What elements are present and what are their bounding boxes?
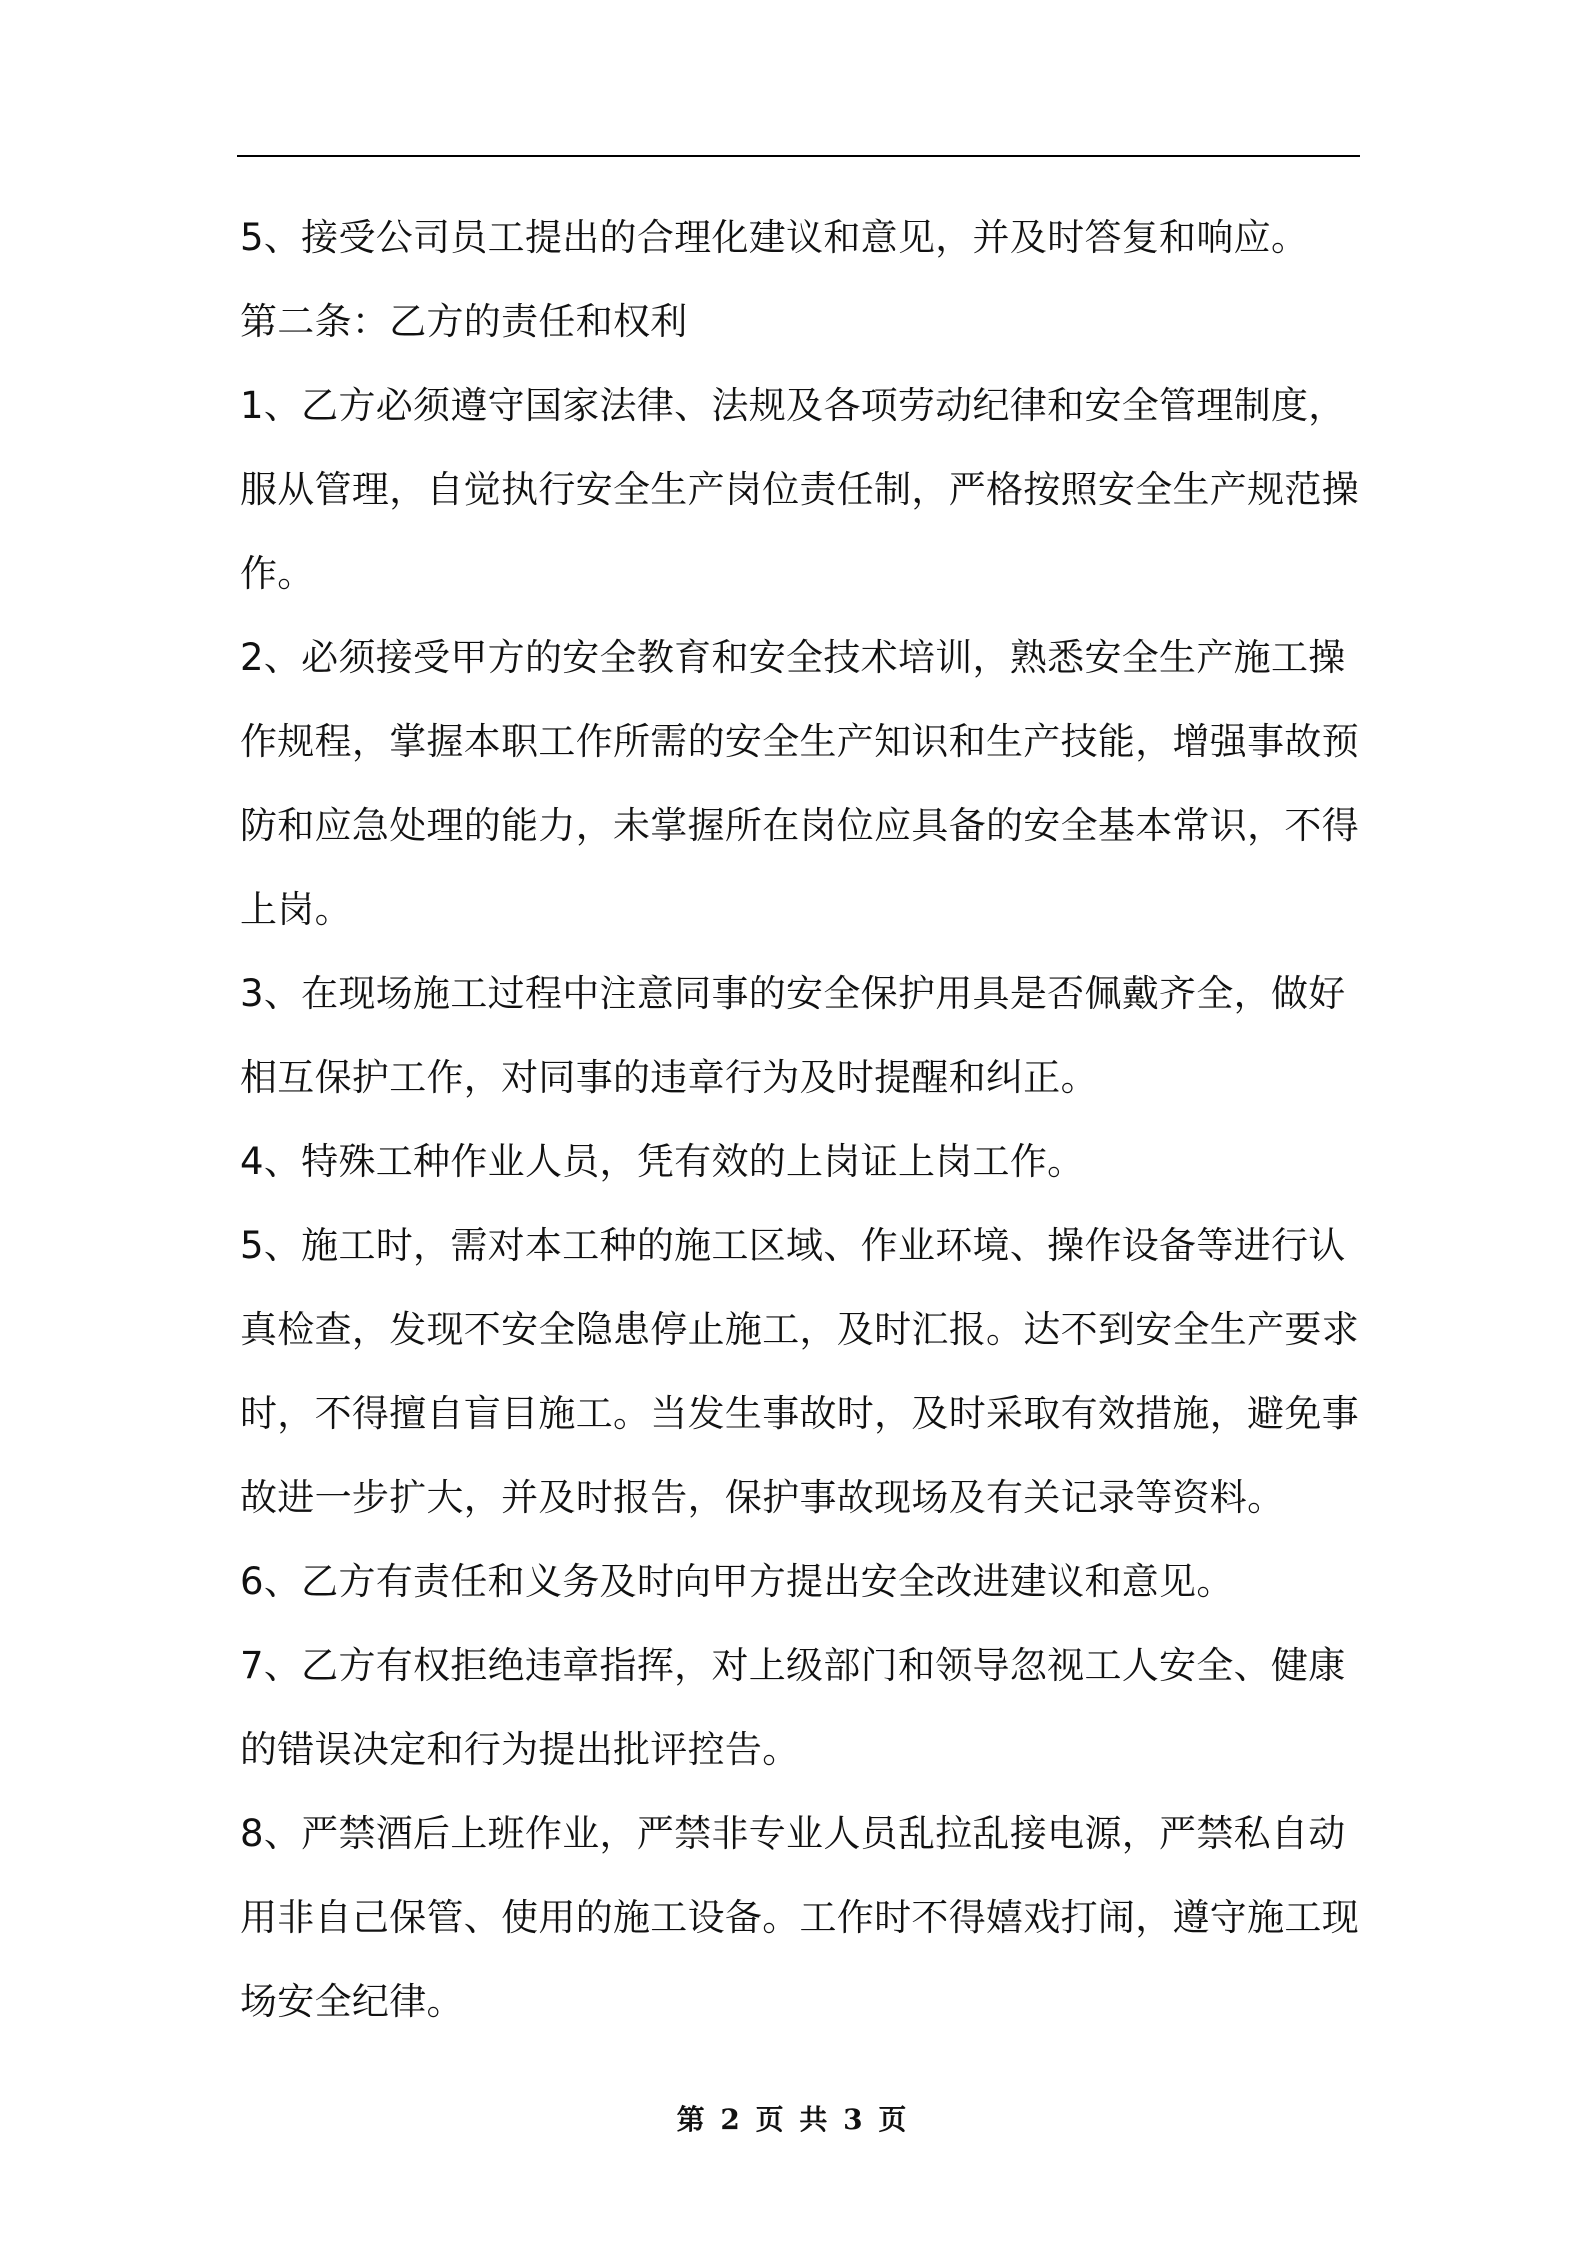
section-heading-article-2: 第二条：乙方的责任和权利 xyxy=(240,300,688,343)
paragraph-item-5-response: 5、接受公司员工提出的合理化建议和意见，并及时答复和响应。 xyxy=(240,216,1309,259)
header-rule xyxy=(237,155,1360,157)
page-number-footer: 第 2 页 共 3 页 xyxy=(676,2103,910,2136)
paragraph-item-7: 7、乙方有权拒绝违章指挥，对上级部门和领导忽视工人安全、健康的错误决定和行为提出批评控告。 xyxy=(240,1644,1346,1771)
paragraph-item-6: 6、乙方有责任和义务及时向甲方提出安全改进建议和意见。 xyxy=(240,1560,1234,1603)
paragraph-item-3: 3、在现场施工过程中注意同事的安全保护用具是否佩戴齐全，做好相互保护工作，对同事的违章行为及时提醒和纠正。 xyxy=(240,972,1346,1099)
paragraph-item-2: 2、必须接受甲方的安全教育和安全技术培训，熟悉安全生产施工操作规程，掌握本职工作所需的安全生产知识和生产技能，增强事故预防和应急处理的能力，未掌握所在岗位应具备的安全基本常识，不得上岗。 xyxy=(240,636,1359,931)
paragraph-item-4: 4、特殊工种作业人员，凭有效的上岗证上岗工作。 xyxy=(240,1140,1085,1183)
document-body xyxy=(240,196,1362,2044)
paragraph-item-8: 8、严禁酒后上班作业，严禁非专业人员乱拉乱接电源，严禁私自动用非自己保管、使用的施工设备。工作时不得嬉戏打闹，遵守施工现场安全纪律。 xyxy=(240,1812,1359,2023)
paragraph-item-5: 5、施工时，需对本工种的施工区域、作业环境、操作设备等进行认真检查，发现不安全隐患停止施工，及时汇报。达不到安全生产要求时，不得擅自盲目施工。当发生事故时，及时采取有效措施，避免事故进一步扩大，并及时报告，保护事故现场及有关记录等资料。 xyxy=(240,1224,1359,1519)
paragraph-item-1: 1、乙方必须遵守国家法律、法规及各项劳动纪律和安全管理制度，服从管理，自觉执行安全生产岗位责任制，严格按照安全生产规范操作。 xyxy=(240,384,1359,595)
